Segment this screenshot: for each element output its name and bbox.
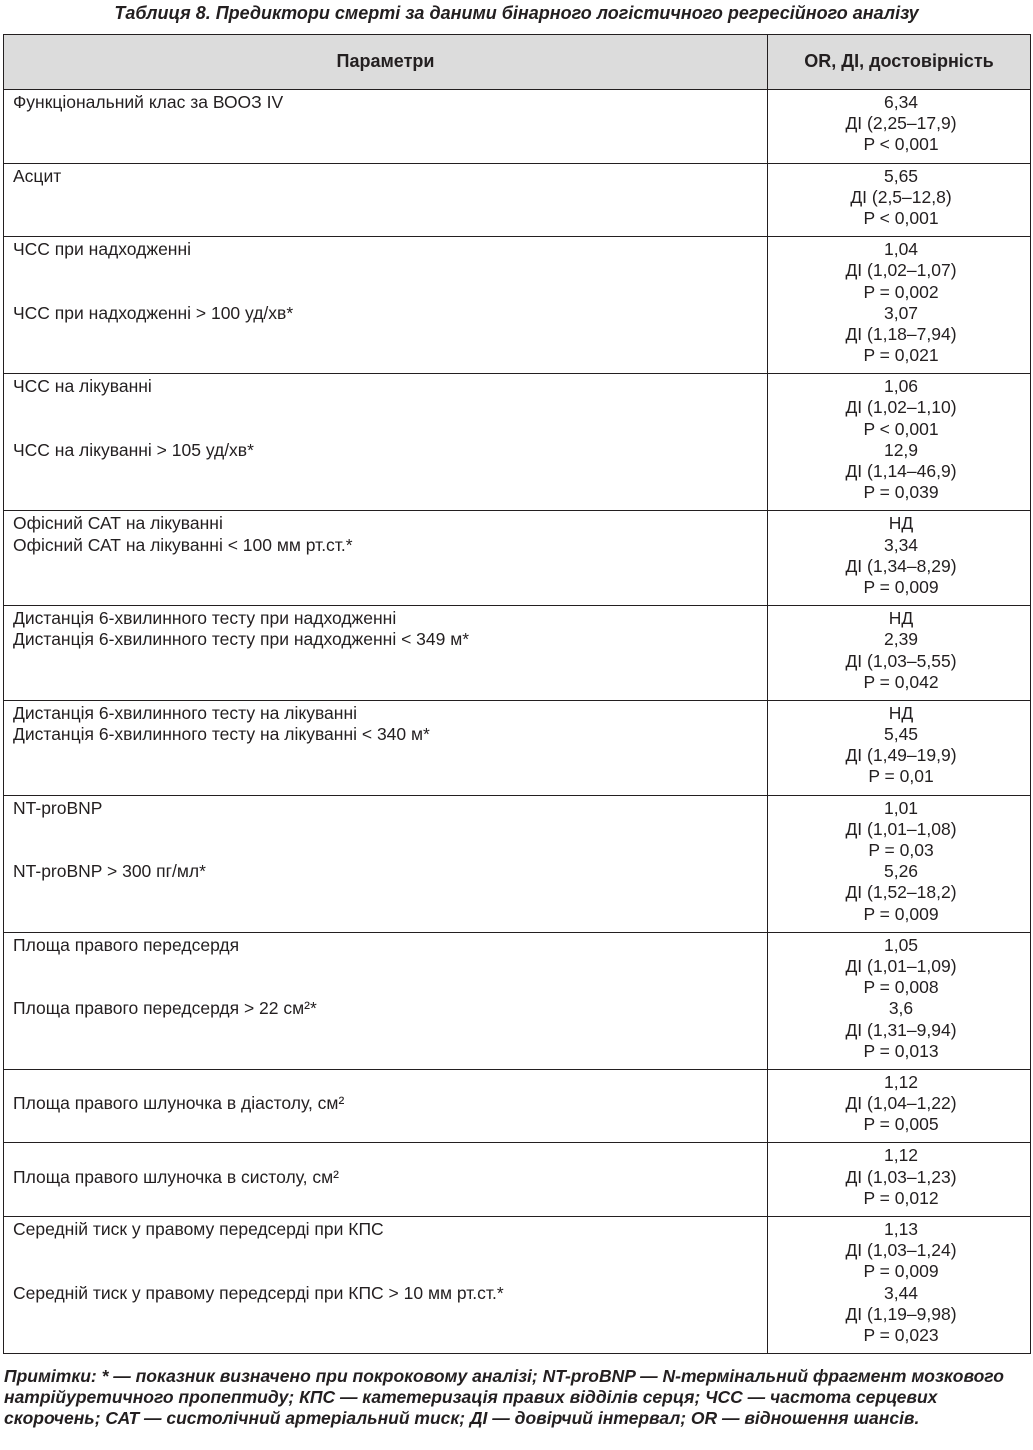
value-cell: [768, 90, 1031, 164]
value-cell: [768, 511, 1031, 606]
value-cell: [768, 237, 1031, 374]
value-text: ДІ (1,03–1,23): [845, 1166, 957, 1187]
parameter-text: [13, 282, 767, 303]
value-cell: [768, 374, 1031, 511]
parameter-text: [13, 840, 767, 861]
parameter-text: [13, 1188, 767, 1209]
value-text: ДІ (1,34–8,29): [845, 555, 957, 576]
value-text: P = 0,002: [863, 281, 939, 302]
table-header-row: [4, 35, 1031, 90]
value-text: P < 0,001: [863, 134, 939, 155]
value-text: 5,45: [883, 724, 919, 745]
value-text: 3,34: [883, 534, 919, 555]
value-text: ДІ (1,14–46,9): [845, 461, 957, 481]
value-text: 5,65: [883, 165, 919, 186]
parameter-text: [13, 1114, 767, 1135]
parameter-text: [13, 651, 767, 672]
table-row: [4, 1069, 1031, 1143]
value-text: 1,01: [883, 797, 919, 818]
value-cell: [768, 700, 1031, 795]
table-row: [4, 932, 1031, 1069]
value-text: P = 0,023: [863, 1324, 939, 1345]
parameter-text: [13, 1304, 767, 1325]
value-text: P = 0,005: [863, 1114, 939, 1135]
parameter-text: Середній тиск у правому передсерді при КПС: [13, 1219, 384, 1239]
table-row: [4, 237, 1031, 374]
value-text: 6,34: [883, 92, 919, 112]
value-cell: [768, 606, 1031, 701]
value-text: 3,44: [883, 1282, 919, 1303]
parameter-text: [13, 187, 767, 208]
parameter-cell: [4, 1069, 768, 1143]
parameter-text: [13, 419, 767, 440]
parameter-cell: [4, 163, 768, 237]
value-text: ДІ (2,25–17,9): [845, 113, 957, 134]
predictors-table: [3, 34, 1031, 1354]
value-text: ДІ (1,52–18,2): [845, 882, 957, 903]
parameter-text: Дистанція 6-хвилинного тесту на лікуванні < 340 м*: [13, 724, 430, 745]
value-text: 1,05: [883, 934, 919, 955]
parameter-cell: [4, 700, 768, 795]
parameter-text: ЧСС на лікуванні > 105 уд/хв*: [13, 439, 254, 460]
table-row: [4, 90, 1031, 164]
parameter-cell: [4, 237, 768, 374]
parameter-text: [13, 672, 767, 693]
parameter-text: [13, 1240, 767, 1261]
value-text: P = 0,012: [863, 1187, 939, 1208]
parameter-text: [13, 1041, 767, 1062]
parameter-text: [13, 1020, 767, 1041]
value-text: 1,06: [883, 376, 919, 397]
value-text: ДІ (1,49–19,9): [845, 745, 957, 766]
parameter-text: [13, 556, 767, 577]
value-cell: [768, 163, 1031, 237]
value-text: P = 0,01: [868, 766, 934, 787]
value-text: ДІ (1,18–7,94): [845, 323, 957, 344]
value-text: 1,12: [883, 1145, 919, 1166]
value-text: ДІ (1,03–1,24): [845, 1240, 957, 1261]
value-text: ДІ (1,31–9,94): [845, 1019, 957, 1040]
parameter-cell: [4, 90, 768, 164]
parameter-text: NT-proBNP: [13, 797, 103, 818]
value-text: 3,07: [883, 302, 919, 323]
value-text: 5,26: [883, 861, 919, 882]
value-text: P < 0,001: [863, 418, 939, 439]
value-text: ДІ (1,04–1,22): [845, 1093, 957, 1114]
value-text: P = 0,042: [863, 671, 939, 692]
parameter-text: [13, 113, 767, 134]
value-text: 1,12: [883, 1071, 919, 1092]
parameter-text: [13, 482, 767, 503]
header-or-ci-significance: OR, ДІ, достовірність: [768, 35, 1031, 90]
value-text: ДІ (1,01–1,08): [845, 818, 957, 839]
parameter-text: Площа правого передсердя > 22 см²*: [13, 998, 317, 1019]
value-text: НД: [888, 513, 914, 534]
table-row: [4, 511, 1031, 606]
table-body: [4, 90, 1031, 1354]
table-caption: Таблиця 8. Предиктори смерті за даними бінарного логістичного регресійного аналізу: [114, 3, 919, 23]
parameter-text: Офісний САТ на лікуванні < 100 мм рт.ст.*: [13, 534, 353, 555]
parameter-cell: [4, 374, 768, 511]
parameter-text: Асцит: [13, 165, 62, 186]
parameter-text: [13, 1072, 767, 1093]
value-text: P = 0,021: [863, 345, 939, 366]
parameter-text: [13, 1261, 767, 1282]
value-cell: [768, 932, 1031, 1069]
value-text: 1,04: [883, 239, 919, 260]
value-cell: [768, 1069, 1031, 1143]
parameter-cell: [4, 606, 768, 701]
value-text: НД: [888, 608, 914, 629]
value-cell: [768, 795, 1031, 932]
parameter-text: [13, 345, 767, 366]
parameter-text: [13, 882, 767, 903]
table-row: [4, 606, 1031, 701]
value-text: ДІ (2,5–12,8): [850, 186, 952, 207]
parameter-text: [13, 1325, 767, 1346]
parameter-text: Площа правого шлуночка в діастолу, см²: [13, 1093, 345, 1114]
table-row: [4, 163, 1031, 237]
parameter-text: [13, 324, 767, 345]
parameter-text: [13, 745, 767, 766]
parameter-text: [13, 134, 767, 155]
value-text: P = 0,008: [863, 977, 939, 998]
parameter-cell: [4, 932, 768, 1069]
parameter-text: Дистанція 6-хвилинного тесту при надходженні < 349 м*: [13, 629, 470, 650]
parameter-text: [13, 397, 767, 418]
table-footnote: Примітки: * — показник визначено при покроковому аналізі; NT-proBNP — N-термінальний фрагмент мозкового натрійуретичного пропептиду; КПС — катетеризація правих відділів серця; ЧСС — частота серцевих скорочень; САТ — систолічний артеріальний тиск; ДІ — довірчий інтервал; OR — відношення шансів.: [4, 1366, 1004, 1428]
parameter-text: [13, 766, 767, 787]
value-text: ДІ (1,03–5,55): [845, 650, 957, 671]
value-text: 1,13: [883, 1219, 919, 1239]
parameter-text: [13, 977, 767, 998]
table-row: [4, 1217, 1031, 1354]
value-text: P = 0,009: [863, 576, 939, 597]
value-text: ДІ (1,02–1,07): [845, 260, 957, 281]
value-text: ДІ (1,19–9,98): [845, 1303, 957, 1324]
value-text: ДІ (1,01–1,09): [845, 955, 957, 976]
parameter-text: [13, 461, 767, 482]
parameter-text: Дистанція 6-хвилинного тесту на лікуванні: [13, 702, 358, 723]
parameter-text: Середній тиск у правому передсерді при КПС > 10 мм рт.ст.*: [13, 1282, 504, 1303]
parameter-text: [13, 904, 767, 925]
parameter-text: [13, 819, 767, 840]
parameter-text: Офісний САТ на лікуванні: [13, 513, 223, 534]
value-text: НД: [888, 702, 914, 723]
parameter-cell: [4, 795, 768, 932]
value-cell: [768, 1143, 1031, 1217]
table-row: [4, 374, 1031, 511]
parameter-cell: [4, 511, 768, 606]
value-text: P = 0,009: [863, 903, 939, 924]
header-parameters: Параметри: [4, 35, 768, 90]
table-row: [4, 795, 1031, 932]
parameter-text: Площа правого передсердя: [13, 934, 240, 955]
parameter-cell: [4, 1143, 768, 1217]
parameter-text: [13, 260, 767, 281]
value-text: 12,9: [883, 439, 919, 460]
parameter-text: ЧСС при надходженні: [13, 239, 192, 260]
value-text: 3,6: [888, 998, 914, 1019]
value-text: P = 0,009: [863, 1261, 939, 1282]
value-text: P = 0,03: [868, 840, 934, 860]
value-text: P = 0,039: [863, 482, 939, 503]
parameter-text: [13, 956, 767, 977]
value-text: ДІ (1,02–1,10): [845, 397, 957, 418]
parameter-cell: [4, 1217, 768, 1354]
parameter-text: Дистанція 6-хвилинного тесту при надходженні: [13, 608, 397, 629]
value-text: P < 0,001: [863, 207, 939, 228]
parameter-text: [13, 577, 767, 598]
parameter-text: [13, 1145, 767, 1166]
value-cell: [768, 1217, 1031, 1354]
parameter-text: ЧСС на лікуванні: [13, 376, 152, 397]
parameter-text: Площа правого шлуночка в систолу, см²: [13, 1166, 339, 1187]
parameter-text: Функціональний клас за ВООЗ IV: [13, 92, 284, 112]
value-text: P = 0,013: [863, 1040, 939, 1061]
table-row: [4, 700, 1031, 795]
parameter-text: ЧСС при надходженні > 100 уд/хв*: [13, 302, 294, 323]
table-row: [4, 1143, 1031, 1217]
value-text: 2,39: [883, 629, 919, 650]
parameter-text: [13, 208, 767, 229]
parameter-text: NT-proBNP > 300 пг/мл*: [13, 861, 206, 882]
